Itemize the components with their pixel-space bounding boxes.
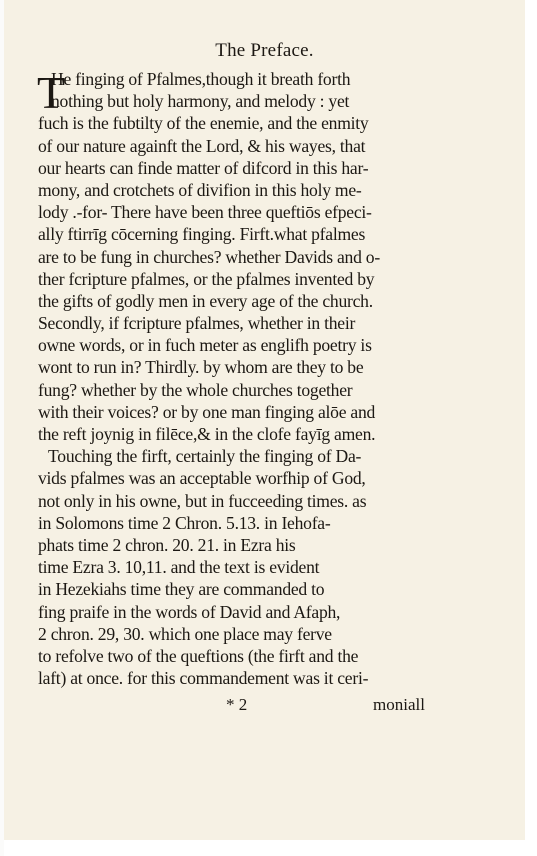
text-line: our hearts can finde matter of difcord in this har- (38, 157, 369, 178)
text-line: Touching the firft, certainly the finging of Da- (48, 446, 362, 467)
page-footer (4, 695, 525, 717)
text-line: fung? whether by the whole churches together (38, 379, 353, 400)
drop-cap: T (37, 67, 66, 118)
text-line: He finging of Pfalmes,though it breath forth (51, 69, 351, 89)
text-line: the gifts of godly men in every age of the church. (38, 290, 373, 311)
text-line: phats time 2 chron. 20. 21. in Ezra his (38, 534, 296, 555)
text-line: in Solomons time 2 Chron. 5.13. in Iehofa- (38, 512, 331, 533)
text-line: of our nature againft the Lord, & his wayes, that (38, 135, 366, 156)
text-line: fuch is the fubtilty of the enemie, and the enmity (38, 113, 369, 134)
text-line: ther fcripture pfalmes, or the pfalmes invented by (38, 268, 375, 289)
text-line: time Ezra 3. 10,11. and the text is evident (38, 557, 320, 578)
text-line: not only in his owne, but in fucceeding times. as (38, 490, 367, 511)
text-line: vids pfalmes was an acceptable worfhip of God, (38, 468, 366, 489)
text-line: wont to run in? Thirdly. by whom are they to be (38, 357, 364, 378)
text-line: to refolve two of the queftions (the firft and the (38, 645, 359, 666)
text-line: in Hezekiahs time they are commanded to (38, 579, 325, 600)
catchword: moniall (373, 695, 425, 714)
text-line: nothing but holy harmony, and melody : yet (51, 91, 350, 112)
text-line: the reft joynig in filēce,& in the clofe fayīg amen. (38, 424, 376, 444)
text-line: 2 chron. 29, 30. which one place may ferve (38, 623, 332, 644)
page-title: The Preface. (215, 40, 314, 61)
viewer-gutter (525, 0, 537, 856)
book-page (4, 0, 525, 840)
text-line: laft) at once. for this commandement was it ceri- (38, 668, 369, 689)
text-line: mony, and crotchets of divifion in this holy me- (38, 179, 362, 200)
text-line: fing praife in the words of David and Afaph, (38, 601, 341, 622)
text-line: Secondly, if fcripture pfalmes, whether in their (38, 313, 356, 334)
text-line: lody .-for- There have been three queftiōs efpeci- (38, 202, 372, 223)
text-line: ally ftirrīg cōcerning finging. Firft.what pfalmes (38, 224, 366, 245)
text-line: are to be fung in churches? whether Davids and o- (38, 246, 380, 267)
text-line: with their voices? or by one man finging alōe and (38, 401, 376, 422)
body-text (38, 68, 430, 689)
viewer-bottom-edge (4, 840, 525, 856)
text-line: owne words, or in fuch meter as englifh poetry is (38, 335, 372, 356)
signature-mark: * 2 (226, 695, 248, 714)
